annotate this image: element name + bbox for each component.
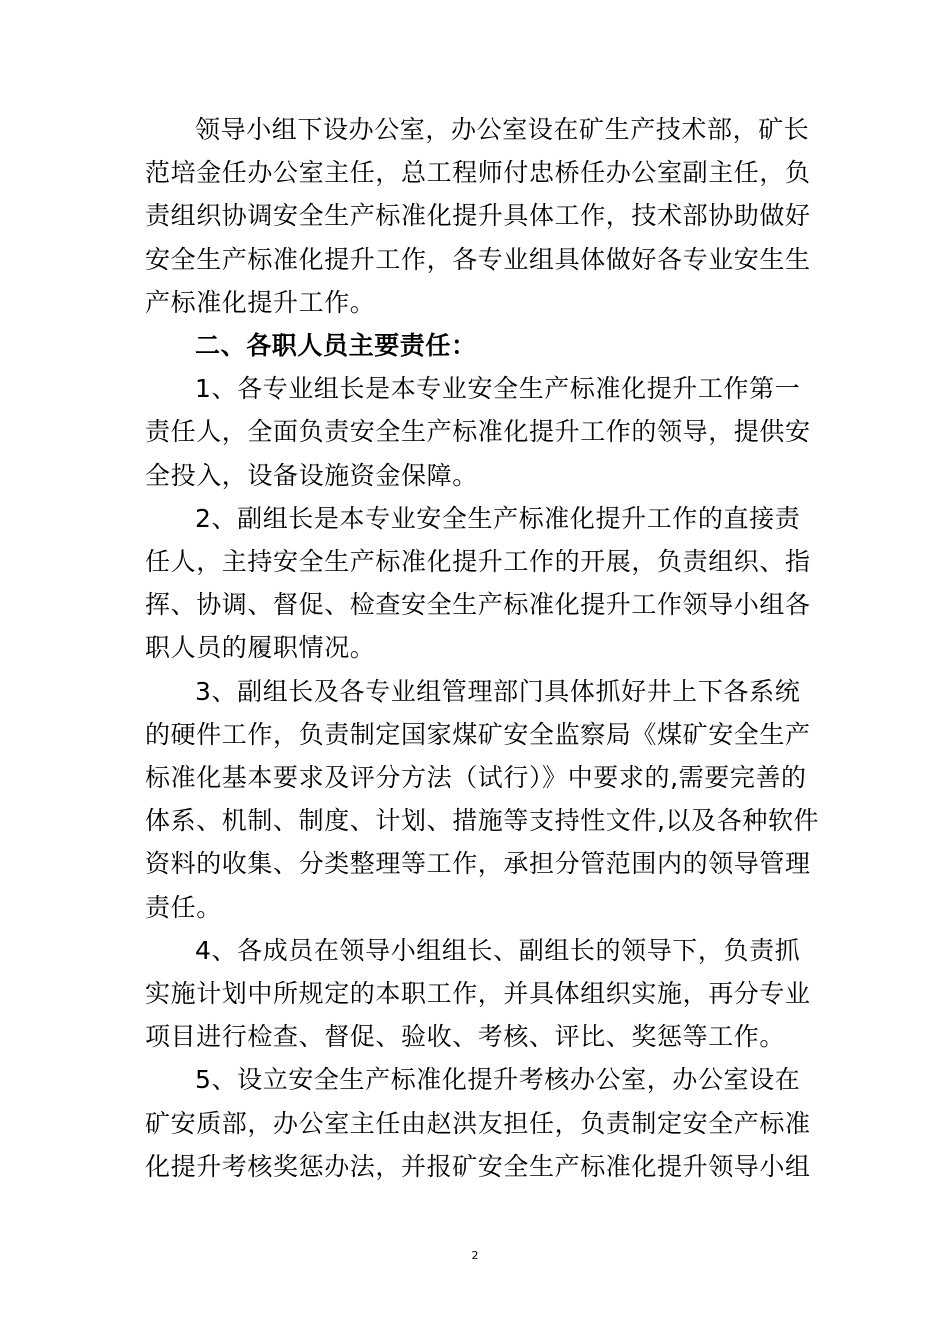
text-line: 2、副组长是本专业安全生产标准化提升工作的直接责 bbox=[195, 503, 801, 533]
heading-text: 二、各职人员主要责任： bbox=[195, 331, 477, 361]
text-line: 3、副组长及各专业组管理部门具体抓好井上下各系统 bbox=[195, 676, 801, 706]
text-line: 挥、协调、督促、检查安全生产标准化提升工作领导小组各 bbox=[145, 590, 811, 620]
text-line: 实施计划中所规定的本职工作，并具体组织实施，再分专业 bbox=[145, 979, 811, 1009]
text-line: 资料的收集、分类整理等工作，承担分管范围内的领导管理 bbox=[145, 849, 811, 879]
text-line: 4、各成员在领导小组组长、副组长的领导下，负责抓 bbox=[195, 935, 801, 965]
text-line: 范培金任办公室主任，总工程师付忠桥任办公室副主任，负 bbox=[145, 158, 811, 188]
text-line: 标准化基本要求及评分方法（试行）》中要求的,需要完善的 bbox=[145, 763, 807, 793]
text-line: 矿安质部，办公室主任由赵洪友担任，负责制定安全产标准 bbox=[145, 1108, 811, 1138]
text-line: 5、设立安全生产标准化提升考核办公室，办公室设在 bbox=[195, 1065, 801, 1095]
text-line: 的硬件工作，负责制定国家煤矿安全监察局《煤矿安全生产 bbox=[145, 719, 811, 749]
text-line: 责任人，全面负责安全生产标准化提升工作的领导，提供安 bbox=[145, 417, 811, 447]
text-line: 全投入，设备设施资金保障。 bbox=[145, 460, 478, 490]
text-line: 安全生产标准化提升工作，各专业组具体做好各专业安生生 bbox=[145, 244, 811, 274]
paragraph-item-1 bbox=[145, 367, 825, 497]
section-heading bbox=[145, 324, 825, 367]
paragraph-item-5 bbox=[145, 1058, 825, 1188]
text-line: 责任。 bbox=[145, 892, 222, 922]
text-line: 产标准化提升工作。 bbox=[145, 287, 376, 317]
text-line: 职人员的履职情况。 bbox=[145, 633, 376, 663]
text-line: 领导小组下设办公室，办公室设在矿生产技术部，矿长 bbox=[195, 115, 810, 144]
paragraph-item-3 bbox=[145, 670, 825, 929]
text-line: 体系、机制、制度、计划、措施等支持性文件,以及各种软件 bbox=[145, 806, 820, 836]
paragraph-item-4 bbox=[145, 929, 825, 1059]
text-line: 项目进行检查、督促、验收、考核、评比、奖惩等工作。 bbox=[145, 1022, 786, 1052]
text-line: 责组织协调安全生产标准化提升具体工作，技术部协助做好 bbox=[145, 201, 811, 231]
body-text bbox=[145, 108, 825, 1188]
page-number: 2 bbox=[471, 1249, 479, 1262]
text-line: 1、各专业组长是本专业安全生产标准化提升工作第一 bbox=[195, 374, 801, 404]
paragraph-office bbox=[145, 108, 825, 324]
text-line: 化提升考核奖惩办法，并报矿安全生产标准化提升领导小组 bbox=[145, 1151, 811, 1181]
paragraph-item-2 bbox=[145, 497, 825, 670]
text-line: 任人，主持安全生产标准化提升工作的开展，负责组织、指 bbox=[145, 547, 811, 577]
